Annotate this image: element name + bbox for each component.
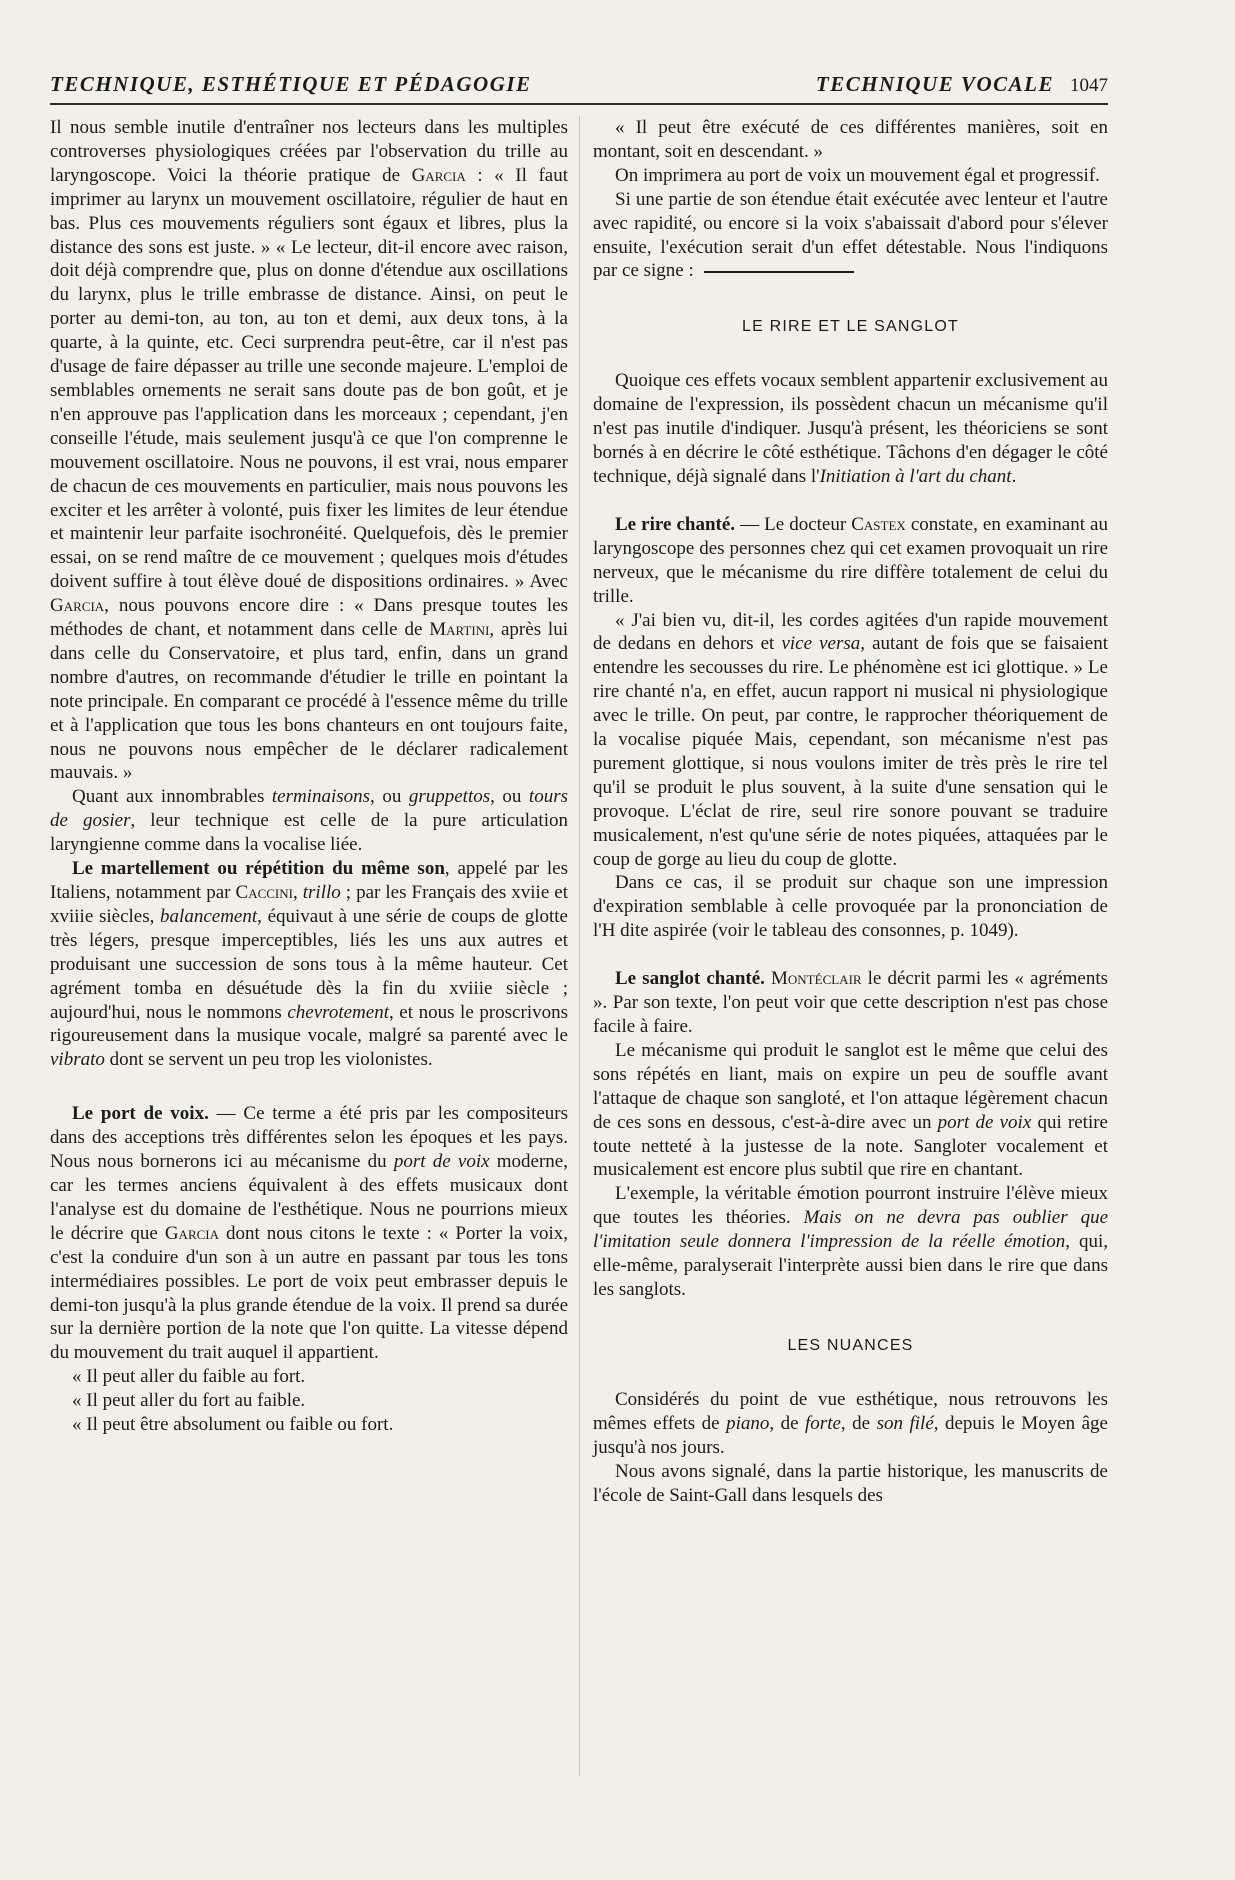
quote-line-3: « Il peut être absolument ou faible ou fort. [72,1414,394,1436]
paragraph-effets-vocaux: Quoique ces effets vocaux semblent appartenir exclusivement au domaine de l'expression, ils possèdent chacun un mécanisme qu'il n'est pas inutile d'indiquer. Jusqu'à présent, les théoriciens se sont bornés à en décrire le côté esthétique. Tâchons d'en dégager le côté technique, déjà signalé dans l'Initiation à l'art du chant. [593,370,1108,487]
quote-line-2: « Il peut aller du fort au faible. [72,1390,306,1412]
header-rule [50,103,1108,105]
paragraph-mecanisme-sanglot: Le mécanisme qui produit le sanglot est le même que celui des sons répétés en liant, mais on expire un peu de souffle avant l'attaque de chaque son sangloté, et l'on attaque légèrement chacun de ces sons en dessous, c'est-à-dire avec un port de voix qui retire toute netteté à la justesse de la note. Sangloter vocalement et musicalement est encore plus subtil que rire en chantant. [593,1039,1108,1181]
header-left-title: TECHNIQUE, ESTHÉTIQUE ET PÉDAGOGIE [50,72,532,96]
page-number: 1047 [1070,75,1108,96]
paragraph-trille-garcia: Il nous semble inutile d'entraîner nos lecteurs dans les multiples controverses physiologiques créées par l'observation du trille au laryngoscope. Voici la théorie pratique de Garcia : « Il faut imprimer au larynx un mouvement oscillatoire, régulier de haut en bas. Plus ces mouvements réguliers sont égaux et libres, plus la distance des sons est juste. » « Le lecteur, dit-il encore avec raison, doit déjà comprendre que, plus on donne d'étendue aux oscillations du larynx, plus le trille embrasse de distance. Ainsi, on peut le porter au demi-ton, au ton, au ton et demi, aux deux tons, à la quarte, à la quinte, etc. Ceci surprendra peut-être, car il n'est pas d'usage de faire dépasser au trille une seconde majeure. L'emploi de semblables ornements ne serait sans doute pas de bon goût, et je n'en approuve pas l'application dans les morceaux ; cependant, j'en conseille l'étude, mais seulement jusqu'à ce que l'on comprenne le mouvement oscillatoire. Nous ne pouvons, il est vrai, nous emparer de chacun de ces mouvements en particulier, mais nous pouvons les exciter et les arrêter à volonté, puis fixer les limites de leur étendue et maintenir leur parfaite isochronéité. Quelquefois, dès le premier essai, on se rend maître de ce mouvement ; quelques mois d'études doivent suffire à tout élève doué de dispositions ordinaires. » Avec Garcia, nous pouvons encore dire : « Dans presque toutes les méthodes de chant, et notamment dans celle de Martini, après lui dans celle du Conservatoire, et plus tard, enfin, dans un grand nombre d'autres, on recommande d'étudier le trille en pointant la note principale. En comparant ce procédé à l'essence même du trille et à l'application que tous les bons chanteurs en ont toujours faite, nous ne pouvons nous empêcher de le déclarer radicalement mauvais. » [50,117,568,784]
right-column [593,116,1108,1507]
port-de-voix-sign-icon [704,271,854,273]
paragraph-exemple-emotion: L'exemple, la véritable émotion pourront instruire l'élève mieux que toutes les théories. Mais on ne devra pas oublier que l'imitation seule donnera l'impression de la réelle émotion, qui, elle-même, paralyserait l'interprète aussi bien dans le rire que dans les sanglots. [593,1183,1109,1300]
paragraph-saint-gall: Nous avons signalé, dans la partie historique, les manuscrits de l'école de Saint-Gall dans lesquels des [593,1460,1108,1506]
paragraph-signe: Si une partie de son étendue était exécutée avec lenteur et l'autre avec rapidité, ou encore si la voix s'abaissait d'abord pour s'élever ensuite, l'exécution serait d'un effet détestable. Nous l'indiquons par ce signe : [593,188,1108,282]
paragraph-rire-chante: Le rire chanté. — Le docteur Castex constate, en examinant au laryngoscope des personnes chez qui cet examen provoquait un rire nerveux, que le mécanisme du rire diffère totalement de celui du trille. [593,513,1108,607]
column-divider [579,116,580,1776]
paragraph-executions: « Il peut être exécuté de ces différentes manières, soit en montant, soit en descendant. » [593,117,1108,162]
section-heading-rire-sanglot: LE RIRE ET LE SANGLOT [742,318,959,336]
quote-line-1: « Il peut aller du faible au fort. [72,1366,306,1388]
paragraph-nuances: Considérés du point de vue esthétique, nous retrouvons les mêmes effets de piano, de forte, de son filé, depuis le Moyen âge jusqu'à nos jours. [593,1388,1108,1458]
section-heading-nuances: LES NUANCES [787,1336,914,1354]
paragraph-cordes-agitees: « J'ai bien vu, dit-il, les cordes agitées d'un rapide mouvement de dedans en dehors et vice versa, autant de fois que se faisaient entendre les secousses du rire. Le phénomène est ici glottique. » Le rire chanté n'a, en effet, aucun rapport ni musical ni physiologique avec le trille. On peut, par contre, le rapprocher théoriquement de la vocalise piquée Mais, cependant, son mécanisme n'est pas purement glottique, si nous voulons imiter de très près le rire tel qu'il se produit le plus souvent, à la suite d'une sensation qui le provoque. L'éclat de rire, seul rire sonore pouvant se traduire musicalement, n'est qu'une série de notes piquées, attaquées par le coup de gorge au lieu du coup de glotte. [593,609,1109,870]
paragraph-sanglot-chante: Le sanglot chanté. Montéclair le décrit parmi les « agréments ». Par son texte, l'on peut voir que cette description n'est pas chose facile à faire. [593,968,1109,1037]
header-right [816,72,1108,97]
paragraph-port-de-voix: Le port de voix. — Ce terme a été pris par les compositeurs dans des acceptions très différentes selon les époques et les pays. Nous nous bornerons ici au mécanisme du port de voix moderne, car les termes anciens équivalent à des effets musicaux dont l'analyse est du domaine de l'esthétique. Nous ne pourrions mieux le décrire que Garcia dont nous citons le texte : « Porter la voix, c'est la conduire d'un son à un autre en passant par tous les tons intermédiaires possibles. Le port de voix peut embrasser depuis le demi-ton jusqu'à la plus grande étendue de la voix. Il prend sa durée sur la dernière portion de la note que l'on quitte. La vitesse dépend du mouvement du trait auquel il appartient. [50,1103,569,1364]
paragraph-martellement: Le martellement ou répétition du même son, appelé par les Italiens, notamment par Caccini, trillo ; par les Français des xviie et xviiie siècles, balancement, équivaut à une série de coups de glotte très légers, presque imperceptibles, liés les uns aux autres et produisant une succession de sons tous à la même hauteur. Cet agrément tomba en désuétude dès la fin du xviiie siècle ; aujourd'hui, nous le nommons chevrotement, et nous le proscrivons rigoureusement dans la musique vocale, malgré sa parenté avec le vibrato dont se servent un peu trop les violonistes. [50,858,569,1071]
paragraph-terminaisons: Quant aux innombrables terminaisons, ou gruppettos, ou tours de gosier, leur technique est celle de la pure articulation laryngienne comme dans la vocalise liée. [50,786,568,856]
left-column [50,116,568,1437]
header-right-title: TECHNIQUE VOCALE [815,72,1054,96]
paragraph-mouvement-egal: On imprimera au port de voix un mouvement égal et progressif. [615,164,1100,186]
paragraph-expiration: Dans ce cas, il se produit sur chaque son une impression d'expiration semblable à celle provoquée par la prononciation de l'H dite aspirée (voir le tableau des consonnes, p. 1049). [593,872,1108,942]
running-header [50,72,1108,97]
